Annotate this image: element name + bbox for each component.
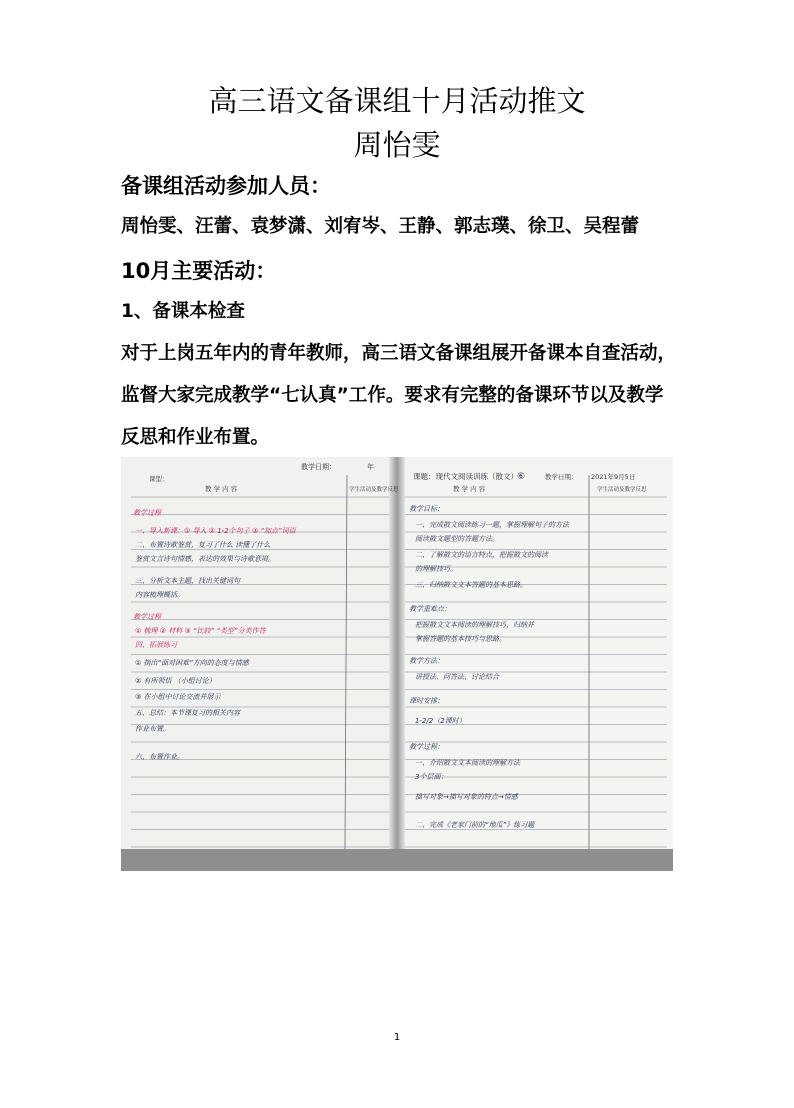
right-handwritten-line: 教学目标： xyxy=(409,505,444,513)
left-handwritten-line: ③ 在小组中讨论交流并展示 xyxy=(135,693,221,701)
left-handwritten-line: 二、布置诗歌鉴赏，复习了什么 读懂了什么 xyxy=(135,541,271,549)
left-header-year: 年 xyxy=(367,463,374,471)
right-handwritten-line: 教学过程： xyxy=(409,743,444,751)
right-handwritten-line: 1-2/2（2课时） xyxy=(415,717,466,725)
left-handwritten-line: 教学过程 xyxy=(133,509,161,517)
right-header-date-label: 教学日期： xyxy=(545,473,578,481)
participants-heading: 备课组活动参加人员： xyxy=(121,174,331,198)
item1-heading: 1、备课本检查 xyxy=(121,301,245,322)
right-handwritten-line: 的理解技巧。 xyxy=(415,565,457,573)
right-handwritten-line: 一、介绍散文文本阅读的理解方法 xyxy=(415,759,520,767)
left-handwritten-line: 教学过程 xyxy=(133,613,161,621)
left-handwritten-line: 一、导入新课：① 导入 ② 1-2个句子 ③ “加点”词语 xyxy=(135,527,296,535)
activities-heading: 10月主要活动： xyxy=(121,259,277,283)
right-handwritten-line: 课时安排： xyxy=(409,697,444,705)
left-handwritten-line: ② 有所领悟 （小组讨论） xyxy=(135,677,216,685)
left-handwritten-line: 鉴赏文言诗句情感，表达的效果与诗歌意境。 xyxy=(135,555,275,563)
left-header-date-label: 教学日期： xyxy=(301,463,336,471)
right-handwritten-line: 教学方法： xyxy=(409,657,444,665)
right-handwritten-line: 二、完成《老家门前的“地瓜”》练习题 xyxy=(415,821,535,829)
right-header-lesson: 课题：现代文阅读训练（散文） xyxy=(413,472,518,481)
page-number: 1 xyxy=(393,1032,401,1043)
right-col-content-header: 教 学 内 容 xyxy=(453,485,486,493)
right-handwritten-line: 一、完成散文阅读练习一题，掌握理解句子的方法 xyxy=(415,521,569,529)
right-page-mark: ⑥ xyxy=(517,472,526,482)
document-author: 周怡雯 xyxy=(353,128,441,162)
notebook-gutter xyxy=(389,457,405,871)
right-handwritten-line: 阅读散文题型的答题方法。 xyxy=(415,535,499,543)
right-handwritten-line: 把握散文文本阅读的理解技巧，归纳并 xyxy=(415,621,534,629)
right-handwritten-line: 描写对象→描写对象的特点→情感 xyxy=(415,793,518,801)
right-handwritten-line: 掌握答题的基本技巧与思路。 xyxy=(415,635,506,643)
participants-list: 周怡雯、汪蕾、袁梦潇、刘宥岑、王静、郭志璞、徐卫、吴程蕾 xyxy=(121,216,640,237)
table-edge xyxy=(121,849,673,871)
right-handwritten-line: 3个层面： xyxy=(415,773,448,781)
right-header-date: 2021年9月5日 xyxy=(591,473,636,481)
item1-body-line: 反思和作业布置。 xyxy=(121,427,270,448)
left-col-reflection-header: 学生活动及教学反思 xyxy=(349,487,399,493)
left-handwritten-line: 五、总结：本节课复习的相关内容 xyxy=(135,709,240,717)
right-handwritten-line: 二、了解散文的语言特点，把握散文的阅读 xyxy=(415,551,548,559)
left-col-content-header: 教 学 内 容 xyxy=(205,485,238,493)
lesson-plan-photo xyxy=(121,457,673,871)
document-title: 高三语文备课组十月活动推文 xyxy=(208,84,586,118)
right-handwritten-line: 三、归纳散文文本答题的基本思路。 xyxy=(415,581,527,589)
right-col-reflection-header: 学生活动及教学反思 xyxy=(597,487,647,493)
left-handwritten-line: 三、分析文本主题，找出关键词句 xyxy=(135,577,240,585)
left-header-type-label: 课型： xyxy=(149,475,169,483)
left-handwritten-line: ① 梳理 ② 材料 ③ “比较” “类型”分类作答 xyxy=(135,627,266,635)
left-handwritten-line: 四、拓展练习 xyxy=(135,641,177,649)
left-handwritten-line: ① 指出“面对困难”方向的态度与情感 xyxy=(135,659,249,667)
left-handwritten-line: 作业布置。 xyxy=(135,725,170,733)
right-handwritten-line: 教学重难点： xyxy=(409,605,451,613)
left-handwritten-line: 内容梳理概括。 xyxy=(135,591,184,599)
notebook-photo-svg xyxy=(121,457,673,871)
right-handwritten-line: 讲授法、问答法、讨论结合 xyxy=(415,673,499,681)
item1-body-line: 对于上岗五年内的青年教师，高三语文备课组展开备课本自查活动， xyxy=(121,343,677,364)
item1-body-line: 监督大家完成教学“七认真”工作。要求有完整的备课环节以及教学 xyxy=(121,385,664,406)
left-handwritten-line: 六、布置作业。 xyxy=(135,753,184,761)
